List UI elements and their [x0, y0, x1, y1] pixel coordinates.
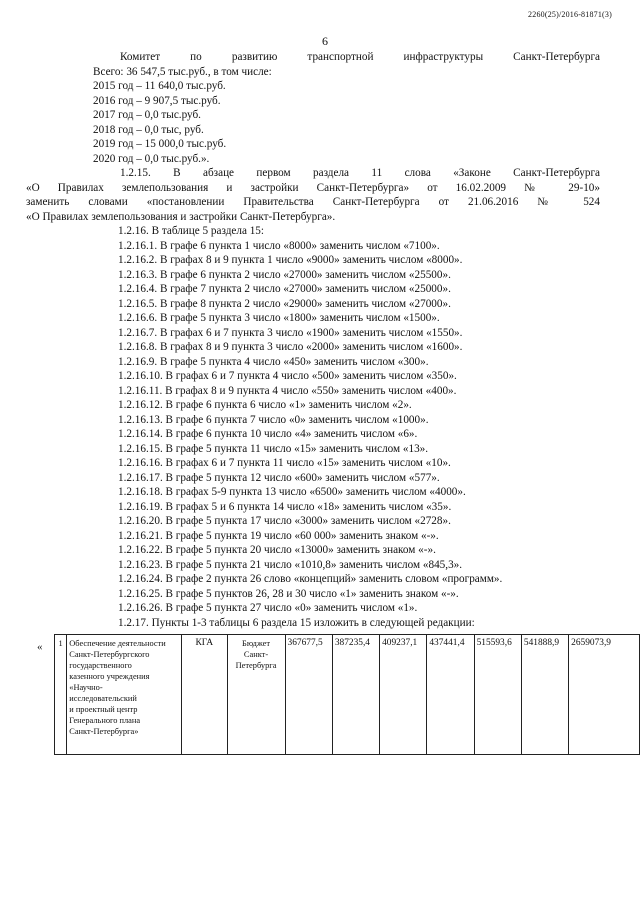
year-line: 2017 год – 0,0 тыс.руб.	[93, 109, 201, 121]
description-line: исследовательский	[69, 694, 137, 703]
opening-quote: «	[37, 641, 43, 653]
value-cell: 387235,4	[332, 635, 379, 755]
amendment-item: 1.2.16.12. В графе 6 пункта 6 число «1» заменить числом «2».	[118, 399, 412, 411]
year-line: 2019 год – 15 000,0 тыс.руб.	[93, 138, 227, 150]
amendment-item: 1.2.16.16. В графах 6 и 7 пункта 11 число «15» заменить числом «10».	[118, 457, 451, 469]
amendment-item: 1.2.16.14. В графе 6 пункта 10 число «4» заменить числом «6».	[118, 428, 418, 440]
document-body	[26, 50, 600, 630]
executor-cell: КГА	[182, 635, 227, 755]
year-line: 2018 год – 0,0 тыс, руб.	[93, 123, 204, 136]
budget-table	[54, 634, 640, 755]
amendment-item: 1.2.16.7. В графах 6 и 7 пункта 3 число «1900» заменить числом «1550».	[118, 326, 463, 339]
amendment-item: 1.2.16.4. В графе 7 пункта 2 число «27000» заменить числом «25000».	[118, 283, 451, 295]
funding-source-line: Санкт-	[243, 650, 269, 659]
amendment-item: 1.2.16.1. В графе 6 пункта 1 число «8000» заменить числом «7100».	[118, 239, 440, 252]
amendment-item: 1.2.16.11. В графах 8 и 9 пункта 4 число «550» заменить числом «400».	[118, 384, 457, 397]
value-cell: 541888,9	[521, 635, 568, 755]
paragraph-1-2-15-line: «О Правилах землепользования и застройки Санкт-Петербурга».	[26, 210, 336, 223]
year-line: 2016 год – 9 907,5 тыс.руб.	[93, 94, 221, 107]
amendment-item: 1.2.16.13. В графе 6 пункта 7 число «0» заменить числом «1000».	[118, 413, 429, 426]
row-number-cell: 1	[55, 635, 67, 755]
amendment-item: 1.2.16.9. В графе 5 пункта 4 число «450» заменить числом «300».	[118, 355, 429, 368]
value-cell: 409237,1	[380, 635, 427, 755]
amendment-item: 1.2.16.2. В графах 8 и 9 пункта 1 число «9000» заменить числом «8000».	[118, 254, 463, 266]
amendment-list	[93, 239, 600, 616]
amendment-item: 1.2.16.21. В графе 5 пункта 19 число «60 000» заменить знаком «-».	[118, 529, 439, 542]
amendment-item: 1.2.16.6. В графе 5 пункта 3 число «1800» заменить числом «1500».	[118, 312, 440, 324]
amendment-item: 1.2.16.8. В графах 8 и 9 пункта 3 число «2000» заменить числом «1600».	[118, 341, 463, 353]
amendment-item: 1.2.16.18. В графах 5-9 пункта 13 число «6500» заменить числом «4000».	[118, 486, 466, 498]
amendment-item: 1.2.16.22. В графе 5 пункта 20 число «13000» заменить знаком «-».	[118, 544, 436, 556]
paragraph-1-2-15-line: 1.2.15. В абзаце первом раздела 11 слова «Законе Санкт-Петербурга	[120, 167, 600, 179]
funding-source-cell	[227, 635, 285, 755]
paragraph-1-2-16-heading: 1.2.16. В таблице 5 раздела 15:	[118, 225, 265, 237]
amendment-item: 1.2.16.5. В графе 8 пункта 2 число «29000» заменить числом «27000».	[118, 297, 451, 310]
total-line: Всего: 36 547,5 тыс.руб., в том числе:	[93, 65, 272, 78]
paragraph-1-2-17: 1.2.17. Пункты 1-3 таблицы 6 раздела 15 изложить в следующей редакции:	[118, 616, 475, 629]
amendment-item: 1.2.16.17. В графе 5 пункта 12 число «600» заменить числом «577».	[118, 471, 440, 484]
table-row	[55, 635, 640, 755]
amendment-item: 1.2.16.23. В графе 5 пункта 21 число «1010,8» заменить числом «845,3».	[118, 558, 463, 571]
funding-source-line: Бюджет	[242, 639, 271, 648]
description-line: и проектный центр	[69, 705, 138, 714]
paragraph-1-2-15-line: заменить словами «постановлении Правительства Санкт-Петербурга от 21.06.2016 № 524	[26, 196, 600, 208]
description-cell	[67, 635, 182, 755]
year-line: 2015 год – 11 640,0 тыс.руб.	[93, 80, 226, 92]
description-line: «Научно-	[69, 683, 103, 692]
value-cell: 437441,4	[427, 635, 474, 755]
amendment-item: 1.2.16.19. В графах 5 и 6 пункта 14 число «18» заменить числом «35».	[118, 500, 452, 513]
document-id: 2260(25)/2016-81871(3)	[528, 10, 612, 19]
description-line: казенного учреждения	[69, 672, 150, 681]
page-number: 6	[322, 34, 328, 48]
amendment-item: 1.2.16.15. В графе 5 пункта 11 число «15» заменить числом «13».	[118, 442, 429, 455]
funding-source-line: Петербурга	[235, 661, 277, 670]
description-line: Обеспечение деятельности	[69, 639, 166, 648]
description-line: Генерального плана	[69, 716, 141, 725]
description-line: Санкт-Петербургского	[69, 650, 150, 659]
year-line: 2020 год – 0,0 тыс.руб.».	[93, 152, 210, 165]
description-line: государственного	[69, 661, 132, 670]
amendment-item: 1.2.16.26. В графе 5 пункта 27 число «0» заменить числом «1».	[118, 602, 418, 614]
paragraph-1-2-15-line: «О Правилах землепользования и застройки Санкт-Петербурга» от 16.02.2009 № 29-10»	[26, 181, 600, 194]
amendment-item: 1.2.16.10. В графах 6 и 7 пункта 4 число «500» заменить числом «350».	[118, 370, 457, 382]
value-cell-total: 2659073,9	[569, 635, 640, 755]
amendment-item: 1.2.16.25. В графе 5 пунктов 26, 28 и 30 число «1» заменить знаком «-».	[118, 587, 459, 600]
amendment-item: 1.2.16.20. В графе 5 пункта 17 число «3000» заменить числом «2728».	[118, 515, 451, 527]
value-cell: 367677,5	[285, 635, 332, 755]
description-line: Санкт-Петербурга»	[69, 727, 139, 736]
committee-line: Комитет по развитию транспортной инфраструктуры Санкт-Петербурга	[120, 51, 600, 63]
amendment-item: 1.2.16.24. В графе 2 пункта 26 слово «концепций» заменить словом «программ».	[118, 573, 503, 585]
amendment-item: 1.2.16.3. В графе 6 пункта 2 число «27000» заменить числом «25500».	[118, 268, 451, 281]
value-cell: 515593,6	[474, 635, 521, 755]
